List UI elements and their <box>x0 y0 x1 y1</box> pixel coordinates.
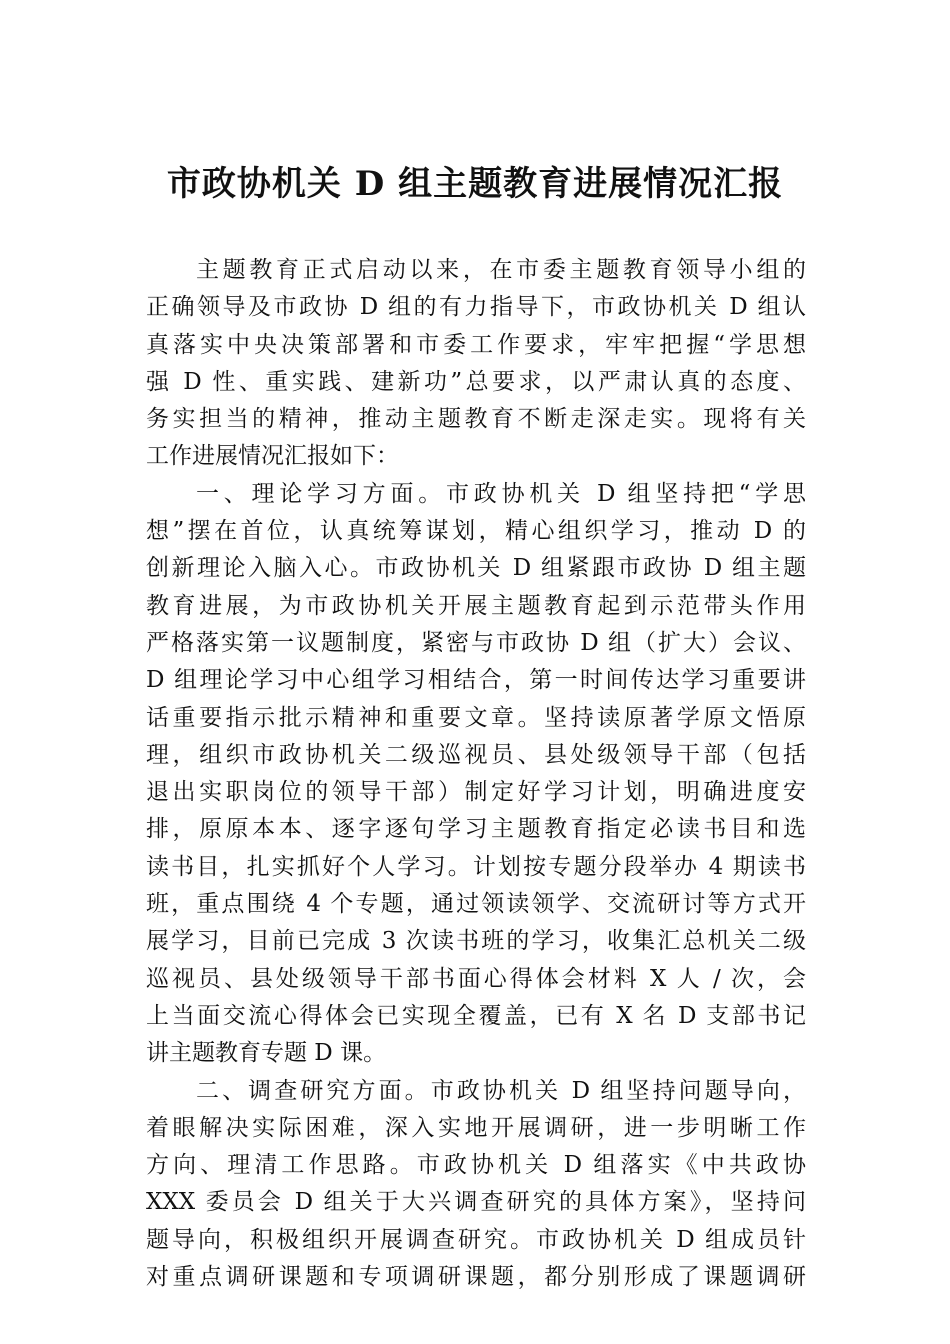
paragraph-line: D 组理论学习中心组学习相结合，第一时间传达学习重要讲 <box>146 667 806 694</box>
paragraph-line: XXX 委员会 D 组关于大兴调查研究的具体方案》，坚持问 <box>146 1189 806 1216</box>
paragraph-line: 读书目，扎实抓好个人学习。计划按专题分段举办 4 期读书 <box>146 853 806 880</box>
paragraph-line: 想”摆在首位，认真统筹谋划，精心组织学习，推动 D 的 <box>146 518 806 545</box>
paragraph-line: 二、调查研究方面。市政协机关 D 组坚持问题导向， <box>196 1077 806 1104</box>
paragraph-line: 真落实中央决策部署和市委工作要求，牢牢把握“学思想 <box>146 331 806 358</box>
paragraph-line: 上当面交流心得体会已实现全覆盖，已有 X 名 D 支部书记 <box>146 1002 806 1029</box>
paragraph-line: 班，重点围绕 4 个专题，通过领读领学、交流研讨等方式开 <box>146 891 806 918</box>
paragraph-line: 着眼解决实际困难，深入实地开展调研，进一步明晰工作 <box>146 1114 806 1141</box>
paragraph-line: 退出实职岗位的领导干部）制定好学习计划，明确进度安 <box>146 779 806 806</box>
paragraph-line: 题导向，积极组织开展调查研究。市政协机关 D 组成员针 <box>146 1226 806 1253</box>
document-title: 市政协机关 D 组主题教育进展情况汇报 <box>166 164 784 204</box>
paragraph-line: 教育进展，为市政协机关开展主题教育起到示范带头作用 <box>146 592 806 619</box>
paragraph-line: 一、理论学习方面。市政协机关 D 组坚持把“学思 <box>196 480 806 507</box>
paragraph-line: 巡视员、县处级领导干部书面心得体会材料 X 人 / 次，会 <box>146 965 806 992</box>
document-body <box>146 252 806 1296</box>
paragraph-line: 对重点调研课题和专项调研课题，都分别形成了课题调研 <box>146 1264 806 1291</box>
paragraph-line: 正确领导及市政协 D 组的有力指导下，市政协机关 D 组认 <box>146 294 806 321</box>
paragraph-line: 展学习，目前已完成 3 次读书班的学习，收集汇总机关二级 <box>146 928 806 955</box>
paragraph-line: 创新理论入脑入心。市政协机关 D 组紧跟市政协 D 组主题 <box>146 555 806 582</box>
paragraph-line: 排，原原本本、逐字逐句学习主题教育指定必读书目和选 <box>146 816 806 843</box>
paragraph-line: 方向、理清工作思路。市政协机关 D 组落实《中共政协 <box>146 1152 806 1179</box>
paragraph-line: 强 D 性、重实践、建新功”总要求，以严肃认真的态度、 <box>146 368 806 395</box>
paragraph-line: 理，组织市政协机关二级巡视员、县处级领导干部（包括 <box>146 741 806 768</box>
paragraph-line: 严格落实第一议题制度，紧密与市政协 D 组（扩大）会议、 <box>146 629 806 656</box>
paragraph-line: 话重要指示批示精神和重要文章。坚持读原著学原文悟原 <box>146 704 806 731</box>
paragraph-line: 讲主题教育专题 D 课。 <box>146 1040 387 1067</box>
paragraph-line: 务实担当的精神，推动主题教育不断走深走实。现将有关 <box>146 406 806 433</box>
paragraph-line: 工作进展情况汇报如下： <box>146 443 399 470</box>
paragraph-line: 主题教育正式启动以来，在市委主题教育领导小组的 <box>196 257 806 283</box>
